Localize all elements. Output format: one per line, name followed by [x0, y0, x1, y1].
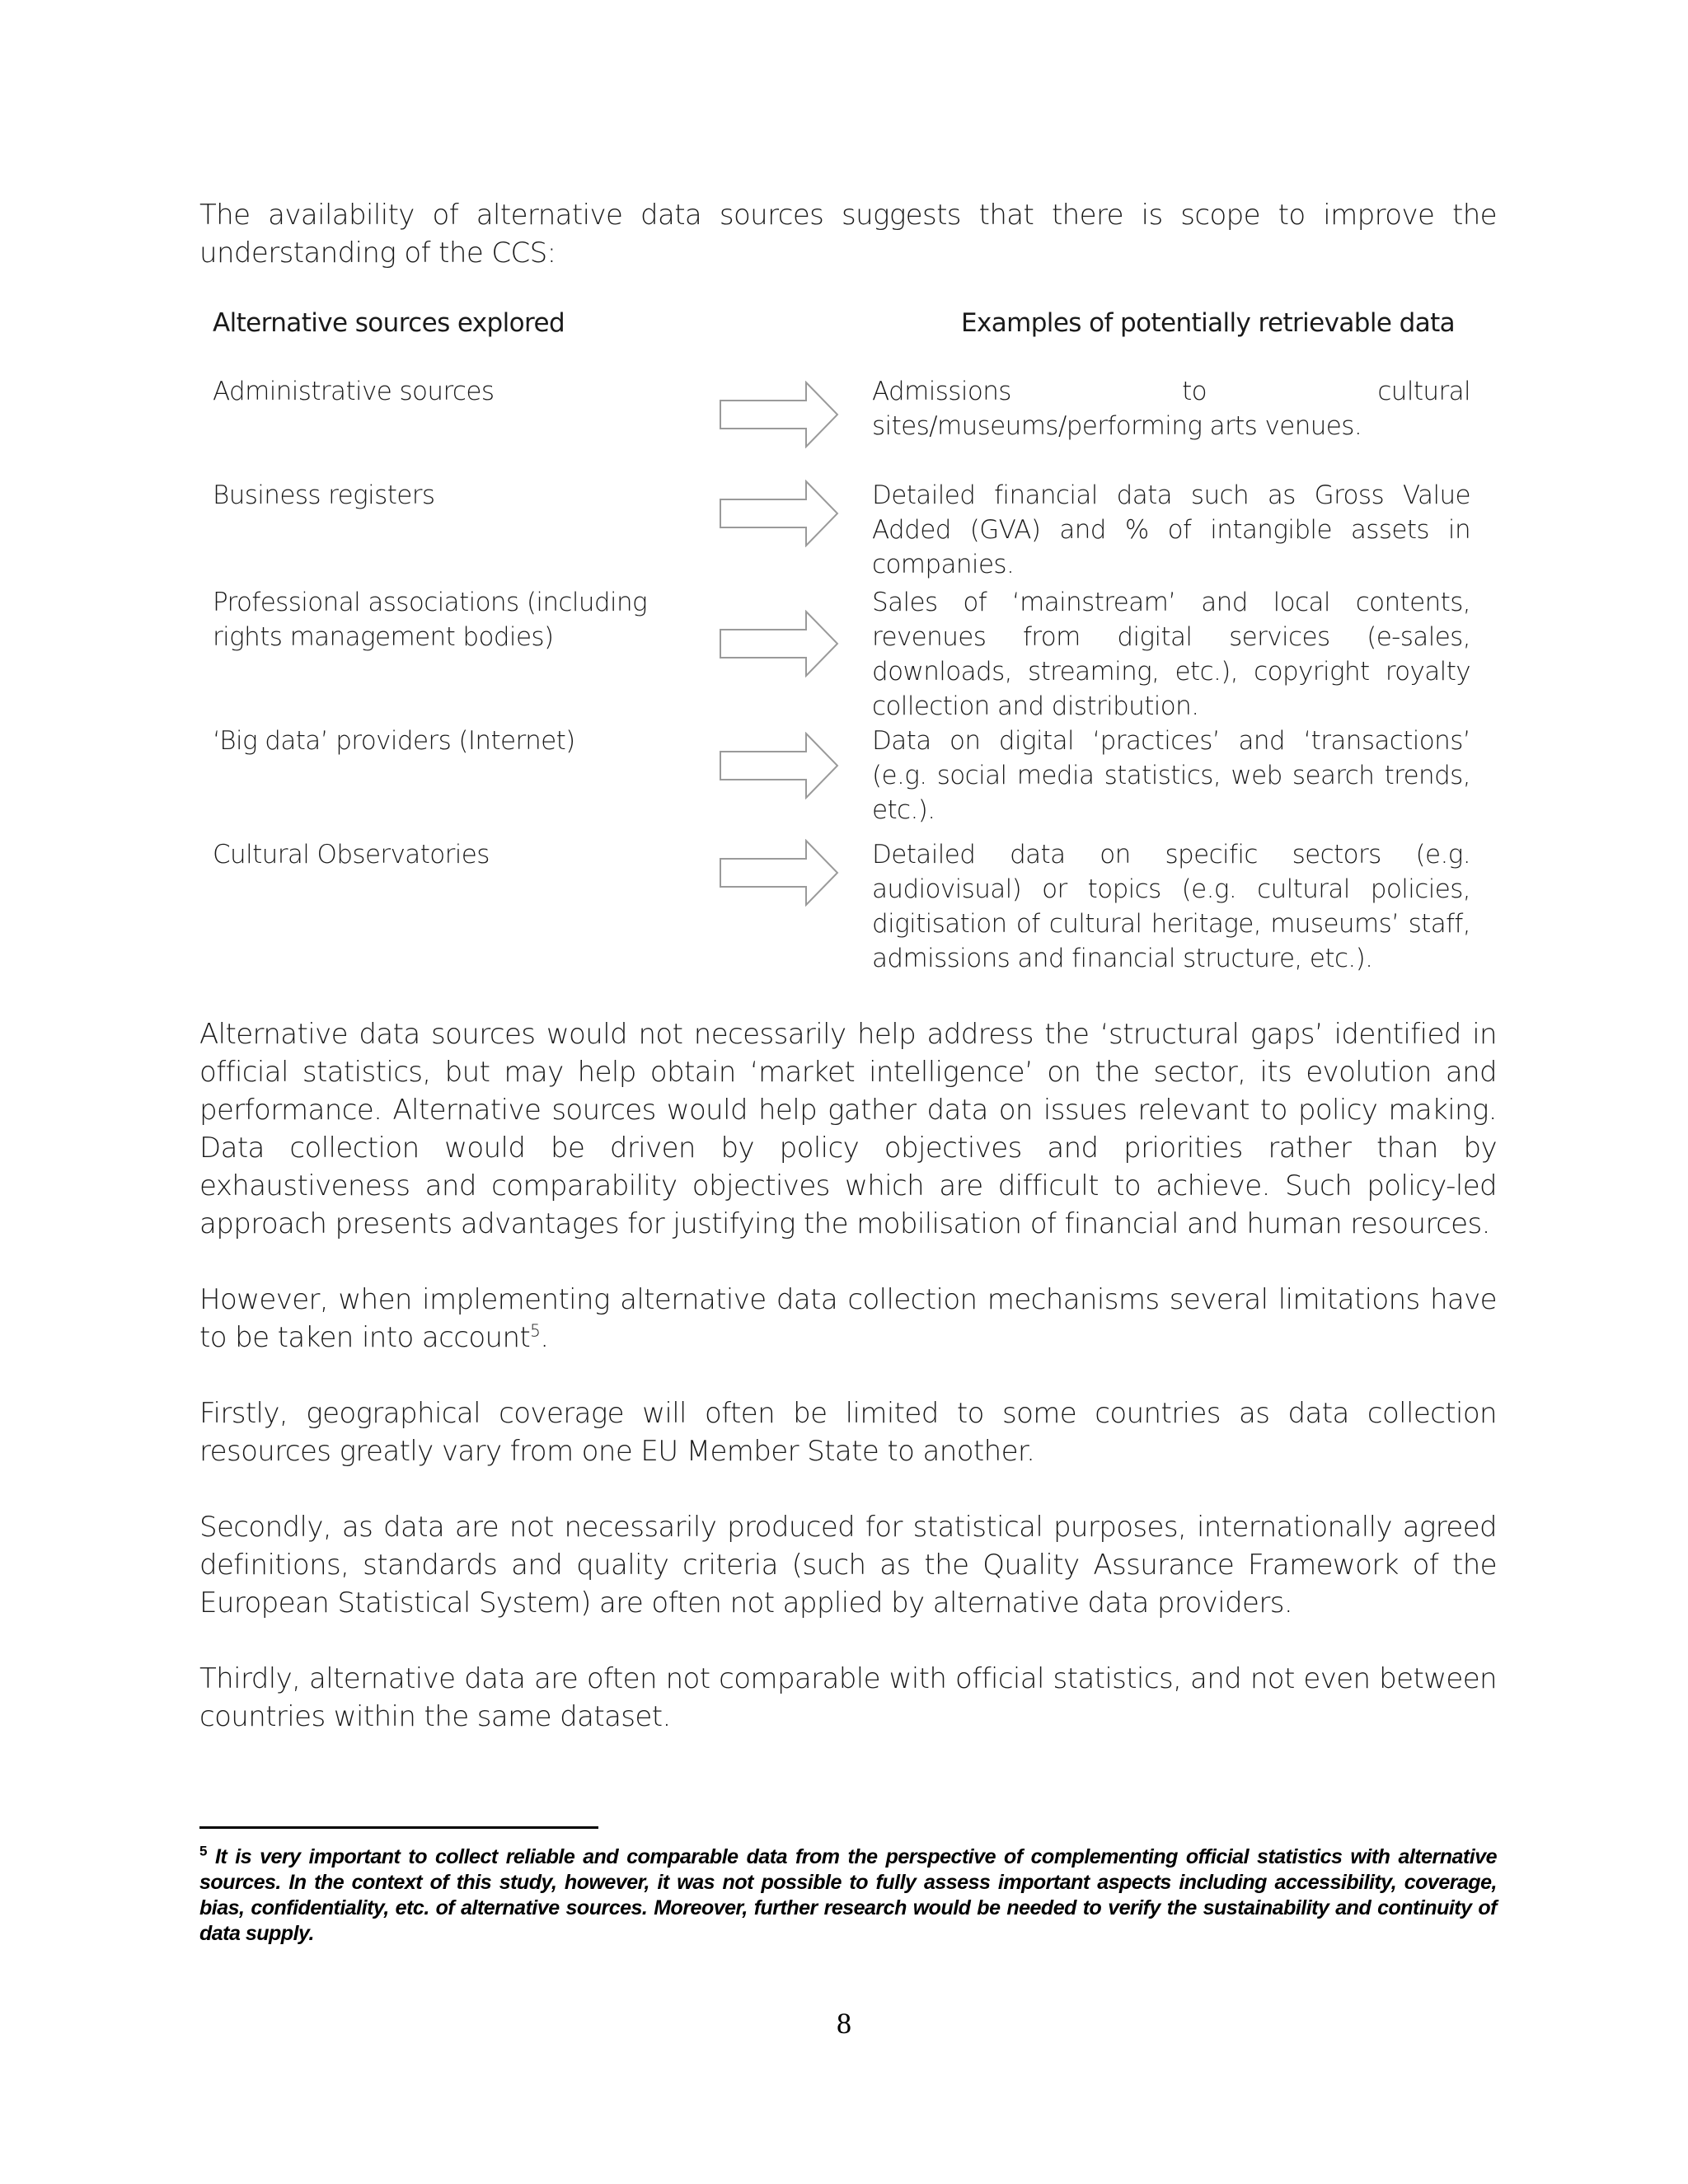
example-text: Detailed data on specific sectors (e.g. audiovisual) or topics (e.g. cultural policies, digitisation of cultural heritage, museums’ staff, admissions and financial structure, etc.). [872, 840, 1470, 973]
source-label: Administrative sources [213, 377, 495, 406]
body-paragraph: Firstly, geographical coverage will often be limited to some countries as data collection resources greatly vary from one EU Member State to another. [199, 1397, 1497, 1468]
example-text: Data on digital ‘practices’ and ‘transactions’ (e.g. social media statistics, web search trends, etc.). [872, 726, 1470, 825]
paragraph-end: . [540, 1321, 549, 1354]
footnote-separator [199, 1826, 598, 1829]
example-text: Admissions to cultural sites/museums/performing arts venues. [872, 377, 1470, 441]
source-label: Business registers [213, 480, 435, 510]
right-arrow-icon [719, 610, 839, 677]
footnote-reference[interactable]: 5 [530, 1320, 541, 1341]
source-label: Cultural Observatories [213, 840, 490, 869]
source-label: Professional associations (including rights management bodies) [213, 588, 648, 652]
body-paragraph: Thirdly, alternative data are often not comparable with official statistics, and not even between countries within the same dataset. [199, 1662, 1497, 1733]
left-column-header: Alternative sources explored [213, 308, 565, 338]
right-arrow-icon [719, 381, 839, 448]
footnote [199, 1844, 1497, 1947]
paragraph-text: However, when implementing alternative data collection mechanisms several limitations have to be taken into account [199, 1283, 1497, 1354]
right-arrow-icon [719, 480, 839, 547]
footnote-text: It is very important to collect reliable and comparable data from the perspective of complementing official statistics with alternative sources. In the context of this study, however, it was not possible to fully assess important aspects including accessibility, coverage, bias, confidentiality, etc. of alternative sources. Moreover, further research would be needed to verify the sustainability and continuity of data supply. [199, 1845, 1497, 1945]
intro-paragraph: The availability of alternative data sources suggests that there is scope to improve the understanding of the CCS: [199, 199, 1497, 269]
right-arrow-icon [719, 839, 839, 907]
body-paragraph [199, 1281, 1497, 1357]
right-arrow-icon [719, 732, 839, 799]
right-column-header: Examples of potentially retrievable data [961, 308, 1456, 338]
body-paragraph: Alternative data sources would not necessarily help address the ‘structural gaps’ identified in official statistics, but may help obtain ‘market intelligence’ on the sector, its evolution and performance. Alternative sources would help gather data on issues relevant to policy making. Data collection would be driven by policy objectives and priorities rather than by exhaustiveness and comparability objectives which are difficult to achieve. Such policy-led approach presents advantages for justifying the mobilisation of financial and human resources. [199, 1018, 1497, 1240]
example-text: Detailed financial data such as Gross Value Added (GVA) and % of intangible assets in companies. [872, 480, 1470, 579]
body-paragraph: Secondly, as data are not necessarily produced for statistical purposes, internationally agreed definitions, standards and quality criteria (such as the Quality Assurance Framework of the European Statistical System) are often not applied by alternative data providers. [199, 1511, 1497, 1619]
page-number: 8 [837, 2007, 851, 2040]
example-text: Sales of ‘mainstream’ and local contents, revenues from digital services (e-sales, downloads, streaming, etc.), copyright royalty collection and distribution. [872, 588, 1470, 721]
footnote-number: 5 [199, 1843, 207, 1859]
source-label: ‘Big data’ providers (Internet) [213, 726, 575, 756]
